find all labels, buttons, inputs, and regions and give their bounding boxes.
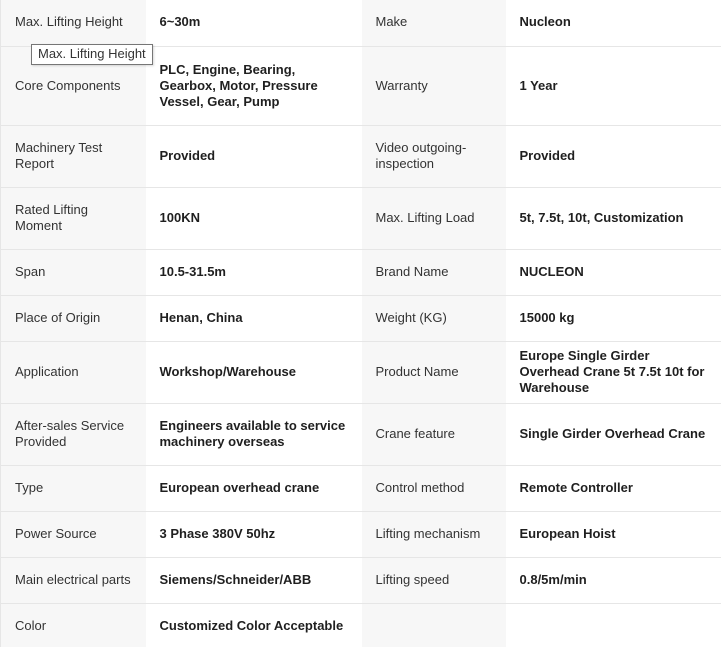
spec-label: Rated Lifting Moment bbox=[1, 187, 146, 249]
spec-value: 3 Phase 380V 50hz bbox=[146, 511, 362, 557]
spec-label: Lifting speed bbox=[362, 557, 506, 603]
tooltip: Max. Lifting Height bbox=[31, 44, 153, 65]
spec-value: NUCLEON bbox=[506, 249, 721, 295]
spec-label: Crane feature bbox=[362, 403, 506, 465]
spec-label: Type bbox=[1, 465, 146, 511]
spec-label: Place of Origin bbox=[1, 295, 146, 341]
spec-label: Application bbox=[1, 341, 146, 403]
spec-value: 100KN bbox=[146, 187, 362, 249]
spec-label: After-sales Service Provided bbox=[1, 403, 146, 465]
table-row bbox=[1, 341, 721, 403]
spec-label: Machinery Test Report bbox=[1, 125, 146, 187]
spec-value: 15000 kg bbox=[506, 295, 721, 341]
spec-label: Max. Lifting Load bbox=[362, 187, 506, 249]
spec-value: European Hoist bbox=[506, 511, 721, 557]
spec-value bbox=[506, 603, 721, 647]
spec-value: Siemens/Schneider/ABB bbox=[146, 557, 362, 603]
spec-value: 6~30m bbox=[146, 0, 362, 46]
spec-label: Core Components bbox=[1, 46, 146, 125]
spec-label: Power Source bbox=[1, 511, 146, 557]
spec-value: 1 Year bbox=[506, 46, 721, 125]
spec-value: European overhead crane bbox=[146, 465, 362, 511]
spec-value: PLC, Engine, Bearing, Gearbox, Motor, Pressure Vessel, Gear, Pump bbox=[146, 46, 362, 125]
spec-label: Make bbox=[362, 0, 506, 46]
spec-label bbox=[362, 603, 506, 647]
spec-value: 0.8/5m/min bbox=[506, 557, 721, 603]
spec-value: Henan, China bbox=[146, 295, 362, 341]
table-row bbox=[1, 0, 721, 46]
table-row bbox=[1, 249, 721, 295]
spec-value: Nucleon bbox=[506, 0, 721, 46]
spec-value: Europe Single Girder Overhead Crane 5t 7.5t 10t for Warehouse bbox=[506, 341, 721, 403]
spec-label: Lifting mechanism bbox=[362, 511, 506, 557]
spec-value: Single Girder Overhead Crane bbox=[506, 403, 721, 465]
table-row bbox=[1, 465, 721, 511]
spec-label: Product Name bbox=[362, 341, 506, 403]
spec-label: Weight (KG) bbox=[362, 295, 506, 341]
spec-label: Color bbox=[1, 603, 146, 647]
spec-label: Video outgoing-inspection bbox=[362, 125, 506, 187]
table-row bbox=[1, 403, 721, 465]
spec-label: Max. Lifting Height bbox=[1, 0, 146, 46]
table-row bbox=[1, 557, 721, 603]
table-row bbox=[1, 295, 721, 341]
spec-label: Control method bbox=[362, 465, 506, 511]
spec-value: Customized Color Acceptable bbox=[146, 603, 362, 647]
spec-label: Span bbox=[1, 249, 146, 295]
spec-value: Engineers available to service machinery overseas bbox=[146, 403, 362, 465]
spec-value: 5t, 7.5t, 10t, Customization bbox=[506, 187, 721, 249]
spec-value: Workshop/Warehouse bbox=[146, 341, 362, 403]
spec-label: Warranty bbox=[362, 46, 506, 125]
spec-value: Remote Controller bbox=[506, 465, 721, 511]
table-row bbox=[1, 603, 721, 647]
spec-value: Provided bbox=[506, 125, 721, 187]
table-row bbox=[1, 125, 721, 187]
spec-value: Provided bbox=[146, 125, 362, 187]
table-row bbox=[1, 187, 721, 249]
spec-value: 10.5-31.5m bbox=[146, 249, 362, 295]
table-row bbox=[1, 511, 721, 557]
spec-label: Main electrical parts bbox=[1, 557, 146, 603]
spec-label: Brand Name bbox=[362, 249, 506, 295]
